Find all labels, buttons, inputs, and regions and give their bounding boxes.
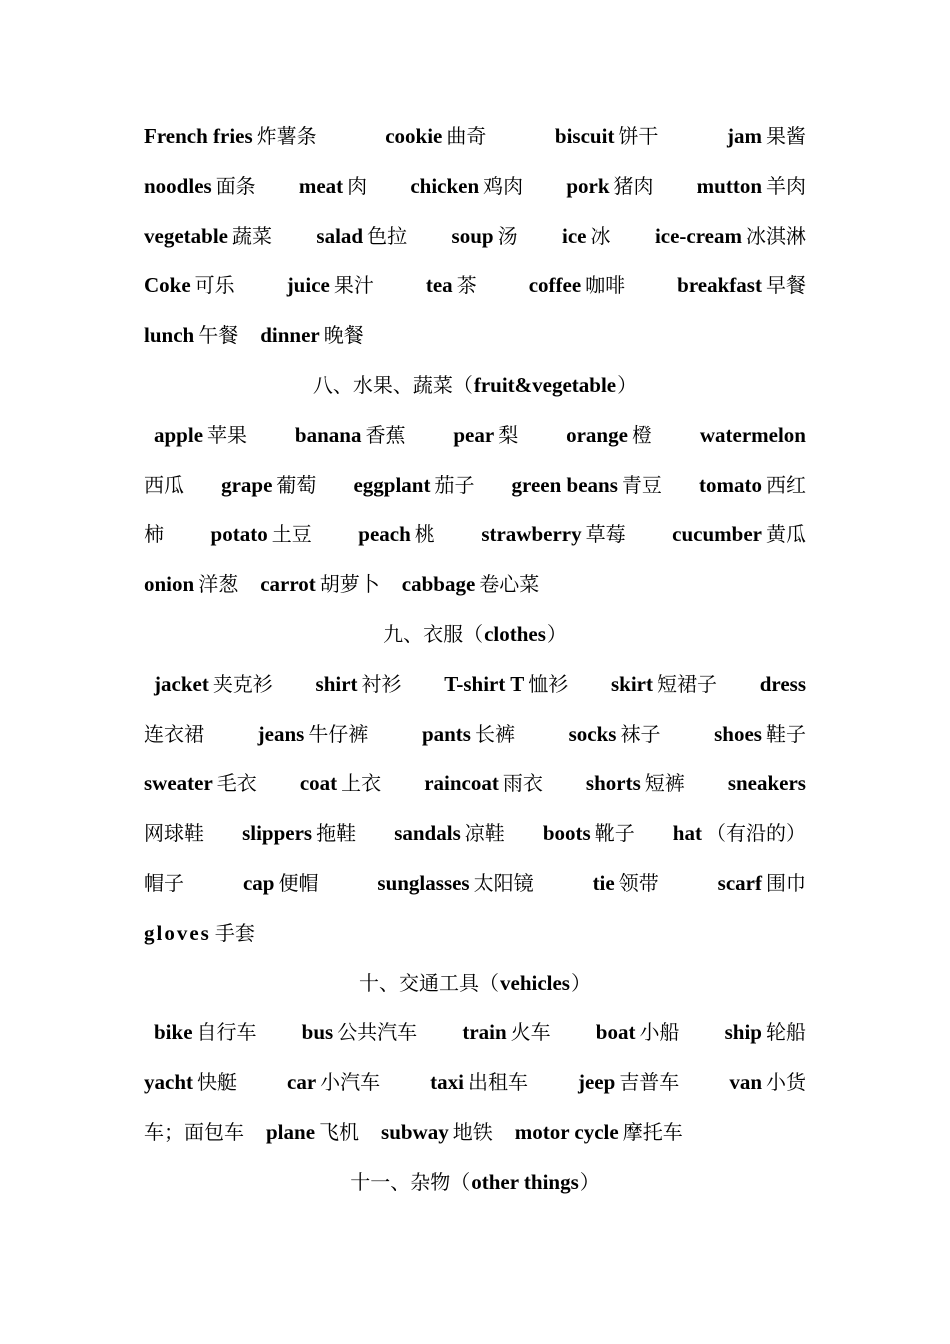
english-word: sweater: [144, 771, 213, 796]
section-heading: [144, 361, 806, 411]
chinese-translation: 恤衫: [528, 671, 569, 696]
chinese-translation: 冰淇淋: [745, 223, 806, 248]
english-word: plane: [266, 1119, 316, 1144]
english-word: cap: [242, 870, 275, 895]
english-word: orange: [566, 422, 628, 447]
vocabulary-line: [144, 1008, 806, 1058]
vocabulary-entry: [211, 510, 312, 560]
vocabulary-entry: [562, 212, 610, 262]
vocabulary-line: [144, 710, 806, 760]
chinese-translation: 炸薯条: [256, 124, 317, 148]
vocabulary-entry: [144, 112, 317, 162]
english-word: onion: [144, 572, 195, 597]
vocabulary-entry: [221, 461, 316, 511]
vocabulary-entry: [444, 660, 568, 710]
english-word: shorts: [585, 771, 641, 796]
vocabulary-entry: [266, 1108, 359, 1158]
vocabulary-entry: [316, 660, 402, 710]
chinese-translation: 橙: [631, 422, 652, 447]
vocabulary-entry: [677, 261, 806, 311]
chinese-translation: 苹果: [207, 422, 248, 447]
english-word: grape: [221, 472, 273, 497]
vocabulary-entry: [586, 759, 685, 809]
english-word: dress: [759, 671, 806, 696]
english-word: banana: [294, 422, 362, 447]
english-word: jeep: [577, 1070, 616, 1095]
english-word: breakfast: [677, 273, 762, 298]
vocabulary-entry: [430, 1058, 528, 1108]
vocabulary-entry: [144, 1058, 237, 1108]
vocabulary-entry: [144, 1108, 244, 1158]
english-word: apple: [154, 422, 204, 447]
vocabulary-line: [144, 1058, 806, 1108]
chinese-translation: 青豆: [621, 472, 662, 497]
vocabulary-entry: [385, 112, 486, 162]
vocabulary-entry: [144, 261, 235, 311]
vocabulary-entry: [381, 1108, 493, 1158]
chinese-translation: 长裤: [474, 721, 515, 746]
vocabulary-entry: [402, 560, 540, 610]
chinese-translation: 靴子: [594, 821, 635, 846]
vocabulary-entry: [258, 710, 369, 760]
vocabulary-entry: [243, 859, 319, 909]
section-heading-english: other things: [471, 1169, 579, 1194]
vocabulary-page: [144, 112, 806, 1208]
english-word: eggplant: [353, 472, 431, 497]
chinese-translation: 胡萝卜: [319, 572, 380, 597]
vocabulary-entry: [452, 212, 518, 262]
vocabulary-entry: [300, 759, 381, 809]
english-word: lunch: [144, 323, 195, 348]
english-word: noodles: [144, 173, 212, 198]
section-heading-english: clothes: [484, 621, 546, 646]
vocabulary-entry: [295, 411, 406, 461]
english-word: cookie: [385, 124, 443, 148]
vocabulary-entry: [593, 859, 659, 909]
section-heading-suffix: ）: [570, 970, 591, 995]
vocabulary-entry: [316, 212, 407, 262]
vocabulary-entry: [299, 162, 367, 212]
chinese-translation: 香蕉: [365, 422, 406, 447]
vocabulary-entry: [353, 461, 474, 511]
english-word: boots: [542, 821, 591, 846]
vocabulary-entry: [729, 1058, 806, 1108]
vocabulary-entry: [718, 859, 806, 909]
chinese-translation: 西瓜: [144, 472, 184, 497]
english-word: gloves: [144, 920, 211, 945]
english-word: potato: [210, 522, 268, 547]
chinese-translation: 雨衣: [502, 771, 543, 796]
english-word: hat: [672, 821, 702, 846]
chinese-translation: 早餐: [765, 273, 806, 298]
chinese-translation: 连衣裙: [144, 721, 204, 746]
english-word: jacket: [154, 671, 209, 696]
vocabulary-entry: [144, 859, 184, 909]
vocabulary-entry: [144, 212, 272, 262]
vocabulary-entry: [144, 311, 238, 361]
chinese-translation: 葡萄: [276, 472, 317, 497]
english-word: train: [462, 1020, 507, 1045]
vocabulary-entry: [596, 1008, 680, 1058]
english-word: vegetable: [144, 223, 228, 248]
vocabulary-entry: [144, 759, 257, 809]
chinese-translation: 猪肉: [613, 173, 654, 198]
english-word: pear: [453, 422, 495, 447]
english-word: pants: [421, 721, 471, 746]
section-heading-suffix: ）: [579, 1169, 600, 1194]
chinese-translation: 草莓: [585, 522, 626, 547]
chinese-translation: 饼干: [618, 124, 659, 148]
section-heading-prefix: 九、衣服（: [383, 621, 484, 646]
english-word: taxi: [430, 1070, 464, 1095]
vocabulary-entry: [144, 710, 204, 760]
vocabulary-entry: [302, 1008, 418, 1058]
vocabulary-entry: [424, 759, 543, 809]
vocabulary-entry: [728, 759, 806, 809]
english-word: biscuit: [554, 124, 615, 148]
chinese-translation: 出租车: [467, 1070, 528, 1095]
english-word: jeans: [257, 721, 305, 746]
english-word: bus: [301, 1020, 334, 1045]
section-heading: [144, 959, 806, 1009]
vocabulary-entry: [611, 660, 717, 710]
english-word: ice: [562, 223, 587, 248]
chinese-translation: 公共汽车: [337, 1020, 418, 1045]
chinese-translation: 袜子: [620, 721, 661, 746]
vocabulary-line: [144, 809, 806, 859]
english-word: shoes: [714, 721, 762, 746]
english-word: subway: [381, 1119, 449, 1144]
chinese-translation: 火车: [510, 1020, 551, 1045]
chinese-translation: 上衣: [341, 771, 382, 796]
section-heading-english: vehicles: [500, 970, 570, 995]
english-word: salad: [316, 223, 364, 248]
chinese-translation: 凉鞋: [464, 821, 505, 846]
vocabulary-entry: [377, 859, 533, 909]
chinese-translation: 茄子: [434, 472, 475, 497]
vocabulary-entry: [760, 660, 806, 710]
vocabulary-entry: [260, 560, 380, 610]
vocabulary-entry: [144, 560, 238, 610]
chinese-translation: 茶: [456, 273, 477, 298]
english-word: motor cycle: [514, 1119, 619, 1144]
vocabulary-entry: [515, 1108, 683, 1158]
vocabulary-entry: [154, 1008, 257, 1058]
vocabulary-line: [144, 909, 806, 959]
english-word: van: [729, 1070, 762, 1095]
chinese-translation: 小汽车: [320, 1070, 381, 1095]
english-word: cabbage: [401, 572, 476, 597]
vocabulary-entry: [578, 1058, 679, 1108]
english-word: French fries: [144, 124, 253, 148]
english-word: mutton: [696, 173, 762, 198]
english-word: scarf: [717, 870, 762, 895]
english-word: coffee: [528, 273, 582, 298]
chinese-translation: 晚餐: [323, 323, 364, 348]
chinese-translation: 小货: [766, 1070, 806, 1095]
chinese-translation: 土豆: [271, 522, 312, 547]
chinese-translation: 果汁: [333, 273, 374, 298]
english-word: juice: [286, 273, 330, 298]
english-word: sunglasses: [377, 870, 470, 895]
vocabulary-line: [144, 461, 806, 511]
chinese-translation: 汤: [497, 223, 518, 248]
section-heading-suffix: ）: [617, 372, 638, 397]
chinese-translation: 短裙子: [656, 671, 717, 696]
chinese-translation: 卷心菜: [479, 572, 540, 597]
chinese-translation: 面条: [215, 173, 256, 198]
chinese-translation: 黄瓜: [765, 522, 806, 547]
chinese-translation: 西红: [765, 472, 806, 497]
english-word: boat: [595, 1020, 636, 1045]
chinese-translation: 牛仔裤: [308, 721, 369, 746]
vocabulary-line: [144, 859, 806, 909]
vocabulary-entry: [242, 809, 356, 859]
english-word: ice-cream: [654, 223, 742, 248]
section-heading: [144, 610, 806, 660]
english-word: coat: [299, 771, 338, 796]
vocabulary-entry: [512, 461, 662, 511]
vocabulary-entry: [394, 809, 505, 859]
chinese-translation: 太阳镜: [473, 870, 534, 895]
chinese-translation: 鸡肉: [483, 173, 524, 198]
chinese-translation: 短裤: [644, 771, 685, 796]
vocabulary-entry: [144, 510, 164, 560]
vocabulary-entry: [453, 411, 518, 461]
chinese-translation: 便帽: [278, 870, 319, 895]
chinese-translation: 围巾: [765, 870, 806, 895]
vocabulary-line: [144, 261, 806, 311]
chinese-translation: 冰: [590, 223, 611, 248]
english-word: tomato: [698, 472, 762, 497]
english-word: tea: [425, 273, 453, 298]
chinese-translation: 曲奇: [446, 124, 487, 148]
vocabulary-entry: [144, 461, 184, 511]
chinese-translation: 飞机: [319, 1119, 360, 1144]
english-word: soup: [451, 223, 494, 248]
english-word: socks: [568, 721, 617, 746]
english-word: raincoat: [424, 771, 499, 796]
vocabulary-line: [144, 411, 806, 461]
chinese-translation: 领带: [618, 870, 659, 895]
chinese-translation: 色拉: [367, 223, 408, 248]
english-word: chicken: [410, 173, 480, 198]
chinese-translation: 地铁: [452, 1119, 493, 1144]
english-word: ship: [724, 1020, 762, 1045]
vocabulary-entry: [260, 311, 364, 361]
vocabulary-line: [144, 560, 806, 610]
english-word: bike: [154, 1020, 193, 1045]
vocabulary-entry: [144, 909, 255, 959]
english-word: shirt: [315, 671, 358, 696]
vocabulary-entry: [673, 809, 806, 859]
vocabulary-entry: [699, 461, 806, 511]
vocabulary-entry: [714, 710, 806, 760]
vocabulary-entry: [566, 411, 652, 461]
chinese-translation: 拖鞋: [316, 821, 357, 846]
vocabulary-entry: [287, 1058, 380, 1108]
vocabulary-entry: [154, 660, 273, 710]
section-heading-suffix: ）: [546, 621, 567, 646]
english-word: peach: [358, 522, 411, 547]
chinese-translation: 可乐: [194, 273, 235, 298]
vocabulary-line: [144, 311, 806, 361]
chinese-translation: 小船: [639, 1020, 680, 1045]
english-word: watermelon: [699, 422, 806, 447]
chinese-translation: 自行车: [196, 1020, 257, 1045]
vocabulary-entry: [529, 261, 625, 311]
chinese-translation: 午餐: [198, 323, 239, 348]
chinese-translation: 吉普车: [619, 1070, 680, 1095]
vocabulary-entry: [144, 809, 204, 859]
vocabulary-entry: [144, 162, 256, 212]
section-heading: [144, 1158, 806, 1208]
english-word: green beans: [511, 472, 618, 497]
vocabulary-entry: [287, 261, 374, 311]
english-word: pork: [566, 173, 610, 198]
vocabulary-entry: [422, 710, 515, 760]
chinese-translation: 帽子: [144, 870, 184, 895]
chinese-translation: （有沿的）: [705, 821, 806, 846]
chinese-translation: 咖啡: [585, 273, 626, 298]
chinese-translation: 网球鞋: [144, 821, 204, 846]
english-word: meat: [298, 173, 344, 198]
english-word: T-shirt T: [444, 671, 525, 696]
english-word: cucumber: [672, 522, 762, 547]
vocabulary-entry: [672, 510, 806, 560]
english-word: jam: [726, 124, 762, 148]
vocabulary-line: [144, 660, 806, 710]
english-word: yacht: [144, 1070, 193, 1095]
vocabulary-entry: [410, 162, 523, 212]
chinese-translation: 毛衣: [216, 771, 257, 796]
chinese-translation: 洋葱: [198, 572, 239, 597]
vocabulary-entry: [697, 162, 806, 212]
vocabulary-line: [144, 1108, 806, 1158]
chinese-translation: 蔬菜: [231, 223, 272, 248]
english-word: tie: [592, 870, 615, 895]
vocabulary-line: [144, 759, 806, 809]
english-word: skirt: [610, 671, 653, 696]
chinese-translation: 轮船: [766, 1020, 806, 1045]
vocabulary-line: [144, 112, 806, 162]
english-word: strawberry: [481, 522, 582, 547]
vocabulary-entry: [358, 510, 435, 560]
vocabulary-line: [144, 162, 806, 212]
chinese-translation: 肉: [347, 173, 368, 198]
english-word: sneakers: [727, 771, 806, 796]
vocabulary-entry: [655, 212, 806, 262]
vocabulary-entry: [481, 510, 625, 560]
vocabulary-entry: [700, 411, 806, 461]
chinese-translation: 夹克衫: [212, 671, 273, 696]
vocabulary-entry: [154, 411, 247, 461]
chinese-translation: 果酱: [765, 124, 806, 148]
vocabulary-line: [144, 510, 806, 560]
chinese-translation: 桃: [414, 522, 435, 547]
section-heading-prefix: 八、水果、蔬菜（: [312, 372, 473, 397]
english-word: slippers: [242, 821, 313, 846]
vocabulary-entry: [725, 1008, 806, 1058]
chinese-translation: 车；面包车: [144, 1119, 244, 1144]
section-heading-prefix: 十一、杂物（: [350, 1169, 471, 1194]
chinese-translation: 摩托车: [622, 1119, 683, 1144]
vocabulary-line: [144, 212, 806, 262]
section-heading-english: fruit&vegetable: [473, 372, 617, 397]
english-word: sandals: [394, 821, 461, 846]
chinese-translation: 柿: [144, 522, 164, 547]
vocabulary-entry: [566, 162, 653, 212]
vocabulary-entry: [543, 809, 635, 859]
english-word: dinner: [260, 323, 320, 348]
section-heading-prefix: 十、交通工具（: [359, 970, 499, 995]
chinese-translation: 羊肉: [766, 173, 806, 198]
vocabulary-entry: [569, 710, 661, 760]
english-word: Coke: [144, 273, 191, 298]
chinese-translation: 鞋子: [765, 721, 806, 746]
chinese-translation: 手套: [214, 920, 255, 945]
vocabulary-entry: [727, 112, 806, 162]
english-word: carrot: [260, 572, 316, 597]
vocabulary-entry: [555, 112, 659, 162]
english-word: car: [287, 1070, 317, 1095]
chinese-translation: 快艇: [197, 1070, 237, 1095]
chinese-translation: 衬衫: [361, 671, 402, 696]
vocabulary-entry: [426, 261, 477, 311]
vocabulary-entry: [462, 1008, 550, 1058]
chinese-translation: 梨: [498, 422, 519, 447]
